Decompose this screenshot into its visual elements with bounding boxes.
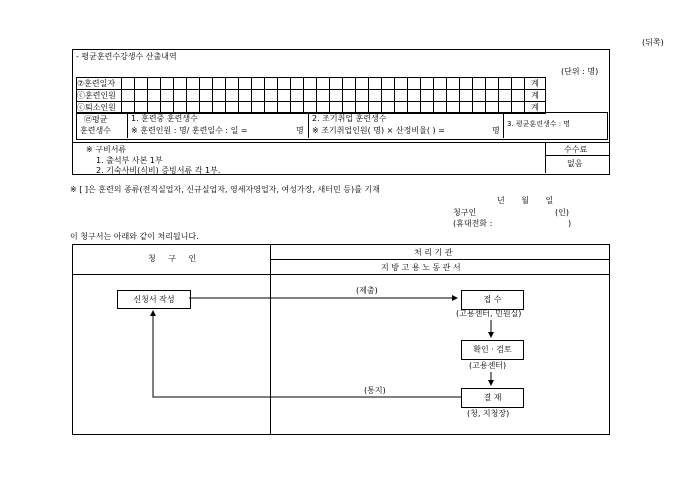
phone-close: ) bbox=[568, 219, 572, 228]
back-page-label: (뒤쪽) bbox=[642, 38, 664, 47]
calc-2-unit: 명 bbox=[492, 126, 500, 135]
calc-1-title: 1. 훈련중 훈련생수 bbox=[131, 114, 198, 123]
docs-title: ※ 구비서류 bbox=[86, 145, 127, 154]
grid-row-label: ⓒ퇴소인원 bbox=[77, 102, 122, 114]
grid-row-label: ⑦훈련일자 bbox=[77, 78, 122, 90]
receive-box: 접 수 bbox=[461, 290, 524, 310]
notify-label: (통지) bbox=[364, 386, 386, 395]
grid-row-label: ⓒ훈련인원 bbox=[77, 90, 122, 102]
calc-2-title: 2. 조기취업 훈련생수 bbox=[312, 114, 387, 123]
review-sub: (고용센터) bbox=[469, 361, 507, 370]
submit-label: (제출) bbox=[356, 286, 378, 295]
docs-item-2: 2. 기숙사비(식비) 증빙서류 각 1부. bbox=[96, 166, 221, 175]
applicant-label: 청구인 bbox=[453, 208, 477, 217]
calc-3: 3. 평균훈련생수 : 명 bbox=[507, 120, 571, 128]
col-right-header-2: 지 방 고 용 노 동 관 서 bbox=[381, 263, 461, 272]
process-intro: 이 청구서는 아래와 같이 처리됩니다. bbox=[70, 232, 199, 241]
approve-box: 결 재 bbox=[461, 388, 524, 408]
calc-1-formula: ※ 훈련인원 : 명/ 훈련일수 : 일 = bbox=[131, 126, 248, 135]
fee-value: 없음 bbox=[567, 159, 583, 168]
grid-row-total: 계 bbox=[525, 90, 546, 102]
avg-label-2: 훈련생수 bbox=[80, 126, 111, 135]
review-box: 확인 · 검토 bbox=[461, 340, 524, 360]
calc-1-unit: 명 bbox=[296, 126, 304, 135]
approve-sub: (청, 지청장) bbox=[467, 409, 510, 418]
fee-label: 수수료 bbox=[564, 145, 588, 154]
col-right-header-1: 처 리 기 관 bbox=[414, 248, 453, 257]
seal-label: (인) bbox=[555, 208, 569, 217]
unit-label: (단위 : 명) bbox=[561, 67, 599, 76]
grid-row-total: 계 bbox=[525, 102, 546, 114]
section-title: - 평균훈련수강생수 산출내역 bbox=[76, 52, 177, 61]
date-label: 년 월 일 bbox=[497, 196, 554, 205]
apply-box: 신청서 작성 bbox=[117, 290, 191, 309]
note-text: ※ [ ]은 훈련의 종류(전직실업자, 신규실업자, 영세자영업자, 여성가장, 새터민 등)를 기재 bbox=[70, 185, 380, 194]
calc-2-formula: ※ 조기취업인원( 명) × 산정비율( ) = bbox=[312, 126, 445, 135]
grid-row-total: 계 bbox=[525, 78, 546, 90]
receive-sub: (고용센터, 민원실) bbox=[456, 309, 522, 318]
docs-item-1: 1. 출석부 사본 1부 bbox=[96, 156, 163, 165]
notify-arrow bbox=[153, 311, 461, 397]
col-left-header: 청 구 인 bbox=[148, 254, 197, 263]
avg-label-1: ㉣평균 bbox=[84, 115, 108, 124]
phone-label: (휴대전화 : bbox=[453, 219, 493, 228]
